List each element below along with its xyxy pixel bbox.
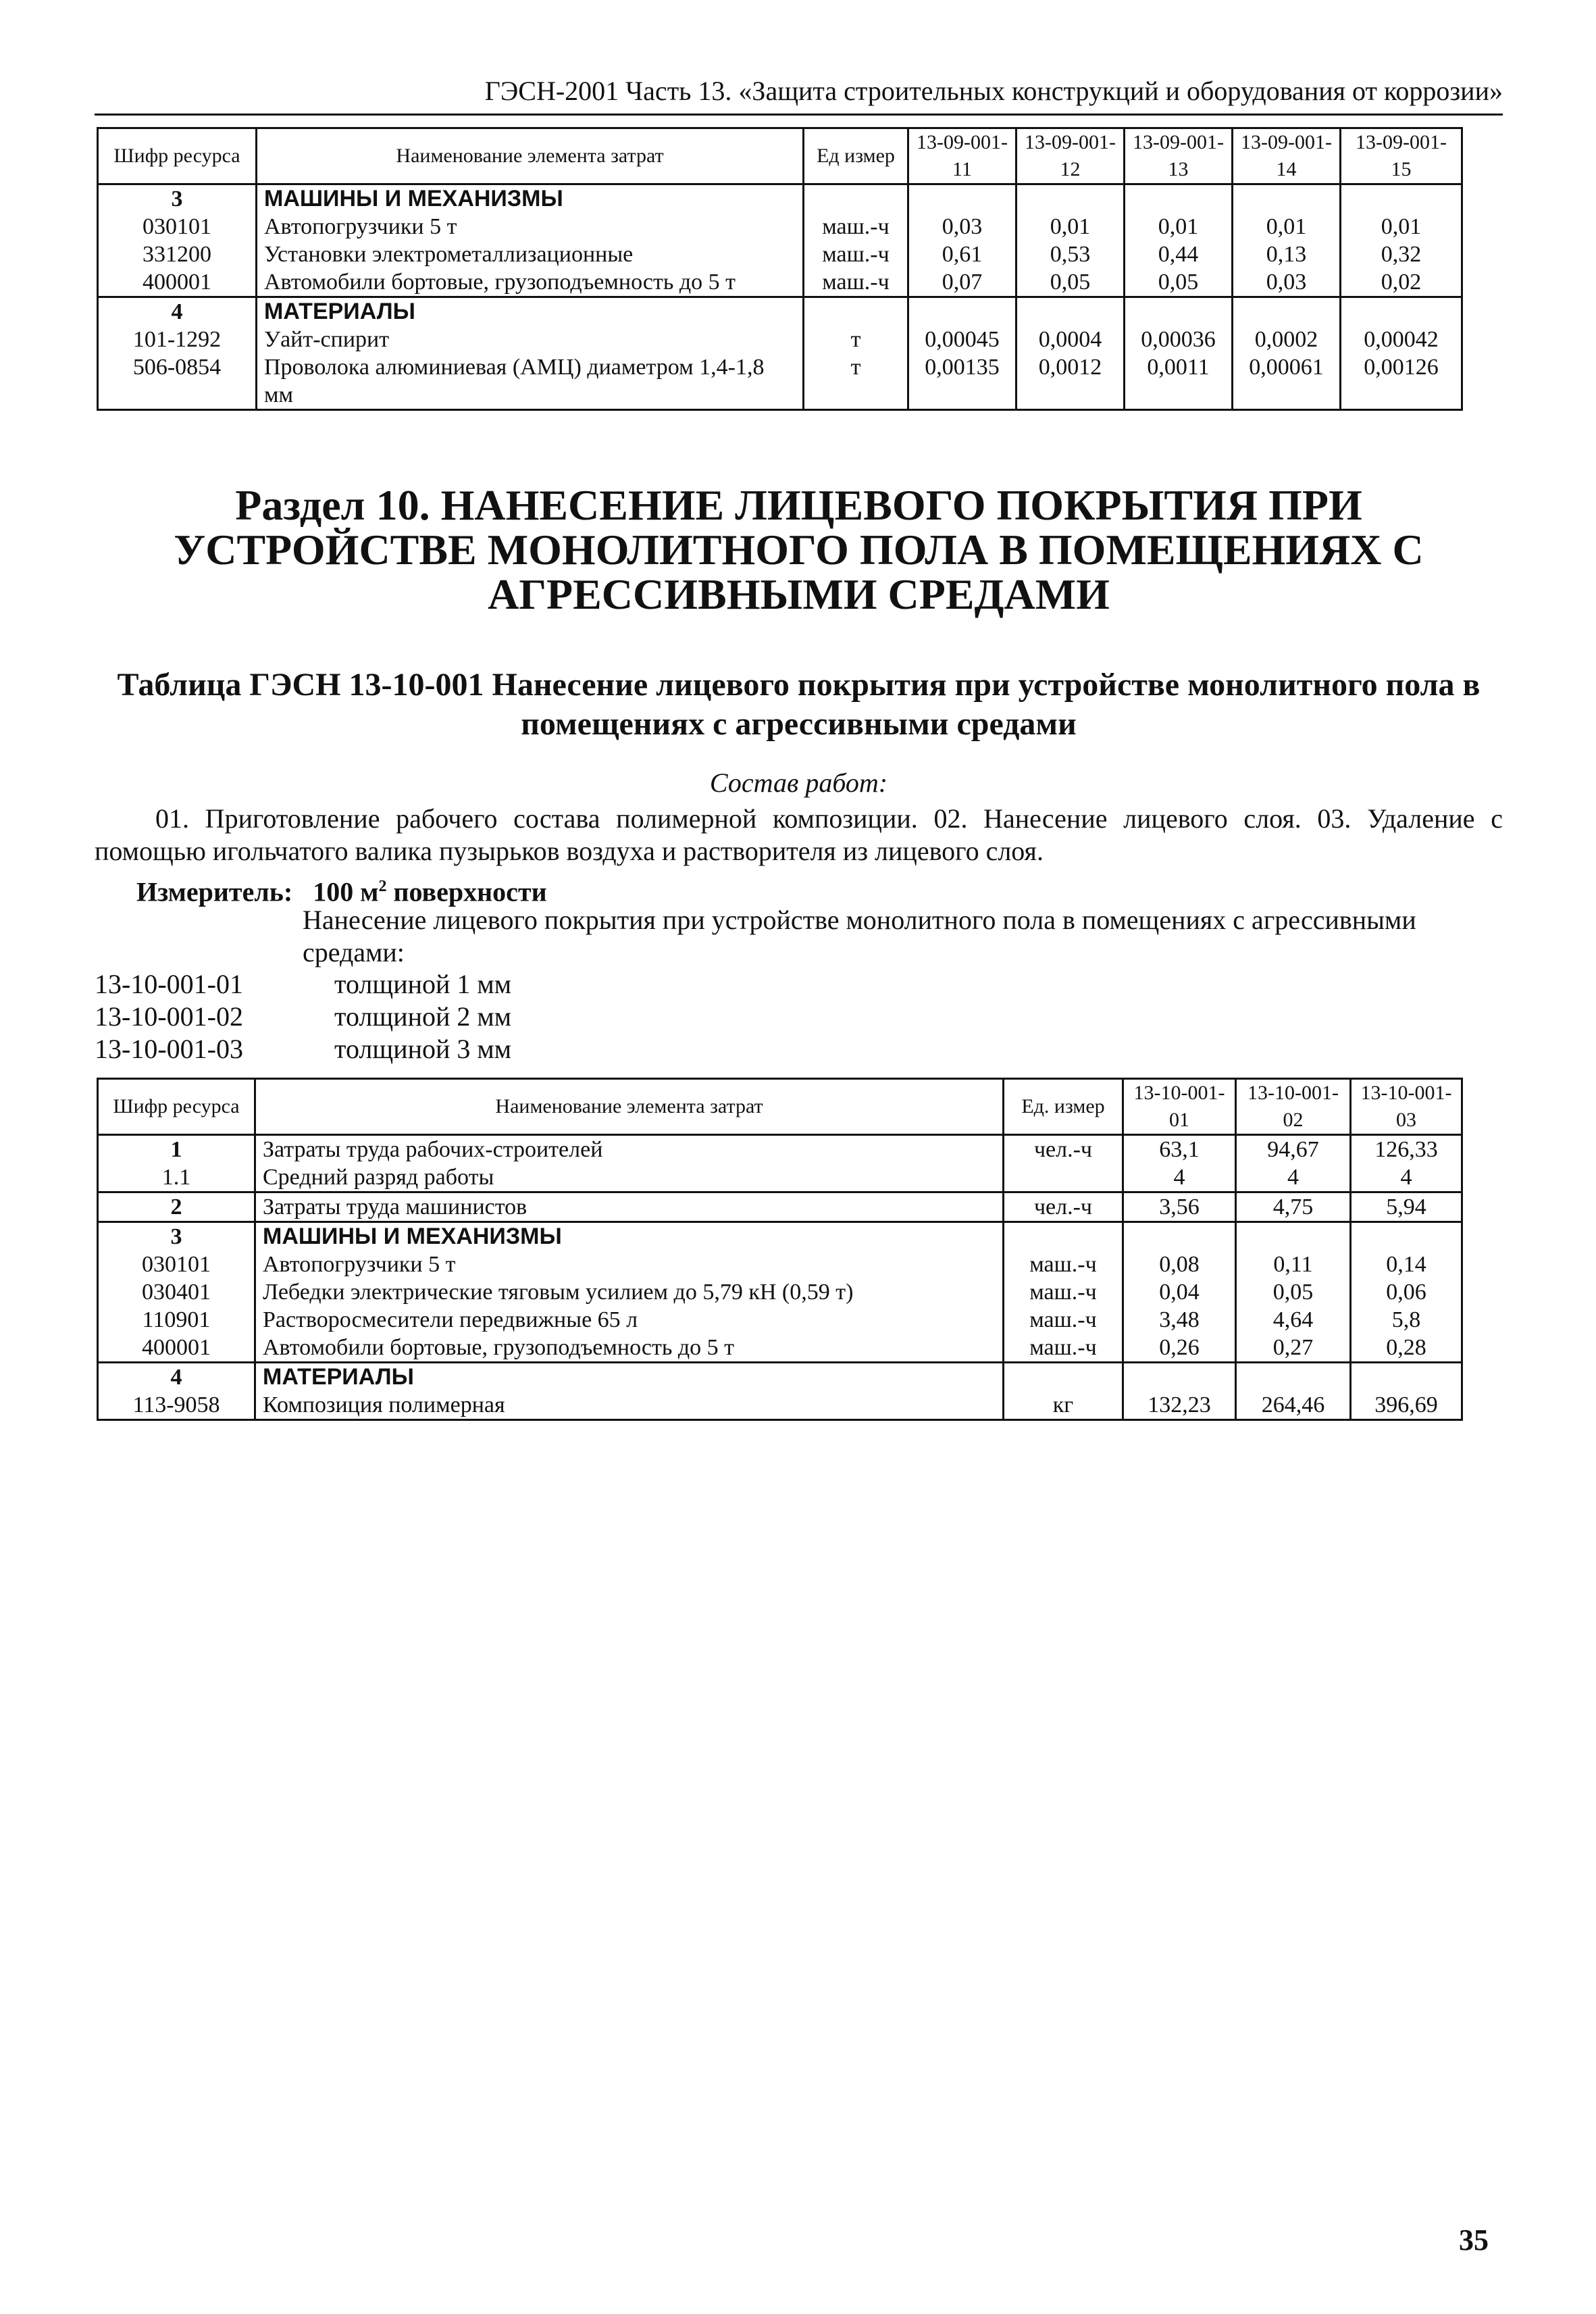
cell-code: 331200 [98,241,257,268]
variant-text: толщиной 2 мм [334,1001,512,1032]
cell-value: 0,13 [1233,241,1341,268]
cell-value: 264,46 [1236,1391,1351,1420]
cell-unit: маш.-ч [804,213,908,241]
cell-code: 030101 [98,213,257,241]
cell-name: Автопогрузчики 5 т [257,213,804,241]
cell-value [1236,1363,1351,1392]
table-row [98,241,1462,268]
measure-label: Измеритель: [136,876,293,907]
cell-name: Лебедки электрические тяговым усилием до 5,79 кН (0,59 т) [255,1278,1004,1306]
variant-code: 13-10-001-03 [95,1034,243,1064]
cell-value [1233,297,1341,326]
measure-unit-power: 2 [378,878,387,895]
cell-value: 126,33 [1351,1135,1462,1164]
table-row [98,1163,1462,1192]
cell-code: 1 [98,1135,255,1164]
col-header-name: Наименование элемента затрат [255,1079,1004,1135]
table-row [98,1251,1462,1278]
cell-value: 0,0011 [1125,353,1233,410]
cell-value: 0,00042 [1341,326,1462,353]
cell-name: МАШИНЫ И МЕХАНИЗМЫ [255,1222,1004,1251]
cell-value: 0,01 [1125,213,1233,241]
cell-value [908,297,1016,326]
cell-value: 0,0012 [1016,353,1125,410]
table-row [98,326,1462,353]
page-number: 35 [1459,2223,1489,2257]
cell-value [1125,297,1233,326]
cell-value: 0,26 [1123,1334,1236,1363]
table-row [98,353,1462,410]
cell-unit [804,297,908,326]
cell-value: 4 [1236,1163,1351,1192]
col-header-unit: Ед. измер [1004,1079,1123,1135]
cell-code: 3 [98,1222,255,1251]
cell-name: МАТЕРИАЛЫ [257,297,804,326]
col-header-code: Шифр ресурса [98,128,257,184]
cell-value: 0,01 [1233,213,1341,241]
table-header-row [98,128,1462,184]
cell-value: 4 [1123,1163,1236,1192]
cell-unit: т [804,353,908,410]
cell-value: 3,56 [1123,1192,1236,1222]
cell-name: Затраты труда машинистов [255,1192,1004,1222]
works-text: 01. Приготовление рабочего состава полимерной композиции. 02. Нанесение лицевого слоя. 03. Удаление с помощью игольчатого валика пузырьков воздуха и растворителя из лицевого слоя. [95,803,1503,866]
cell-value: 0,00036 [1125,326,1233,353]
variant-text: толщиной 1 мм [334,969,512,999]
cell-code: 506-0854 [98,353,257,410]
cell-value: 4,64 [1236,1306,1351,1334]
col-header-variant: 13-09-001-11 [908,128,1016,184]
cell-name: Проволока алюминиевая (АМЦ) диаметром 1,4-1,8 мм [257,353,804,410]
cell-unit: чел.-ч [1004,1135,1123,1164]
col-header-variant: 13-09-001-14 [1233,128,1341,184]
table-title: Таблица ГЭСН 13-10-001 Нанесение лицевого покрытия при устройстве монолитного пола в помещениях с агрессивными средами [117,667,1481,742]
cell-code: 4 [98,1363,255,1392]
measure-value: 100 м [313,876,379,907]
work-description: Нанесение лицевого покрытия при устройстве монолитного пола в помещениях с агрессивными средами: [303,905,1416,967]
cell-unit: маш.-ч [1004,1251,1123,1278]
cell-value: 0,01 [1016,213,1125,241]
works-heading: Состав работ: [709,768,888,798]
cell-value: 4 [1351,1163,1462,1192]
col-header-unit: Ед измер [804,128,908,184]
cell-value: 0,03 [908,213,1016,241]
variant-code: 13-10-001-01 [95,969,243,999]
cell-unit: маш.-ч [1004,1334,1123,1363]
cell-code: 113-9058 [98,1391,255,1420]
col-header-name: Наименование элемента затрат [257,128,804,184]
cell-value: 0,04 [1123,1278,1236,1306]
cell-value [1016,184,1125,213]
table-row [98,1306,1462,1334]
table-row [98,1278,1462,1306]
cell-unit [1004,1363,1123,1392]
cell-unit: т [804,326,908,353]
variant-code: 13-10-001-02 [95,1001,243,1032]
table-row [98,1334,1462,1363]
cell-name: Средний разряд работы [255,1163,1004,1192]
cell-name: Уайт-спирит [257,326,804,353]
cell-value: 0,01 [1341,213,1462,241]
cell-value: 0,28 [1351,1334,1462,1363]
section-title: Раздел 10. НАНЕСЕНИЕ ЛИЦЕВОГО ПОКРЫТИЯ ПРИ УСТРОЙСТВЕ МОНОЛИТНОГО ПОЛА В ПОМЕЩЕНИЯХ С АГРЕССИВНЫМИ СРЕДАМИ [174,481,1424,618]
cell-code: 400001 [98,268,257,297]
cell-value: 5,8 [1351,1306,1462,1334]
cell-value: 0,00135 [908,353,1016,410]
cell-code: 2 [98,1192,255,1222]
cell-value: 396,69 [1351,1391,1462,1420]
cell-code: 030101 [98,1251,255,1278]
cell-code: 400001 [98,1334,255,1363]
cell-value: 0,32 [1341,241,1462,268]
cell-value: 132,23 [1123,1391,1236,1420]
table-row [98,1222,1462,1251]
cell-value: 0,0004 [1016,326,1125,353]
cell-value [1123,1363,1236,1392]
table-row [98,184,1462,213]
cell-value: 94,67 [1236,1135,1351,1164]
cell-name: МАШИНЫ И МЕХАНИЗМЫ [257,184,804,213]
cell-code: 1.1 [98,1163,255,1192]
cell-value [1236,1222,1351,1251]
cell-unit: кг [1004,1391,1123,1420]
variant-line [95,1001,511,1033]
cell-unit: чел.-ч [1004,1192,1123,1222]
table-row [98,213,1462,241]
cell-code: 4 [98,297,257,326]
col-header-variant: 13-09-001-13 [1125,128,1233,184]
resource-table-13-09 [97,127,1463,411]
cell-code: 110901 [98,1306,255,1334]
col-header-variant: 13-10-001-02 [1236,1079,1351,1135]
cell-code: 3 [98,184,257,213]
col-header-variant: 13-09-001-12 [1016,128,1125,184]
cell-code: 030401 [98,1278,255,1306]
cell-value: 0,05 [1125,268,1233,297]
cell-name: Растворосмесители передвижные 65 л [255,1306,1004,1334]
cell-code: 101-1292 [98,326,257,353]
cell-value: 0,08 [1123,1251,1236,1278]
cell-value [1233,184,1341,213]
cell-unit: маш.-ч [804,268,908,297]
cell-value: 0,07 [908,268,1016,297]
col-header-variant: 13-10-001-03 [1351,1079,1462,1135]
cell-value: 3,48 [1123,1306,1236,1334]
cell-value: 0,00061 [1233,353,1341,410]
cell-value [908,184,1016,213]
cell-value [1351,1222,1462,1251]
cell-value [1016,297,1125,326]
cell-name: Автомобили бортовые, грузоподъемность до 5 т [255,1334,1004,1363]
cell-value: 0,03 [1233,268,1341,297]
cell-value: 0,05 [1016,268,1125,297]
table-row [98,1192,1462,1222]
cell-value: 0,53 [1016,241,1125,268]
cell-unit [1004,1163,1123,1192]
cell-name: Автопогрузчики 5 т [255,1251,1004,1278]
cell-value: 0,0002 [1233,326,1341,353]
cell-value [1125,184,1233,213]
col-header-code: Шифр ресурса [98,1079,255,1135]
cell-value: 0,11 [1236,1251,1351,1278]
table-row [98,297,1462,326]
cell-unit: маш.-ч [804,241,908,268]
cell-value: 0,00045 [908,326,1016,353]
cell-value: 5,94 [1351,1192,1462,1222]
cell-name: Затраты труда рабочих-строителей [255,1135,1004,1164]
col-header-variant: 13-09-001-15 [1341,128,1462,184]
cell-value: 0,61 [908,241,1016,268]
cell-value [1123,1222,1236,1251]
cell-value [1351,1363,1462,1392]
cell-unit [1004,1222,1123,1251]
cell-value: 0,00126 [1341,353,1462,410]
table-row [98,1363,1462,1392]
running-header: ГЭСН-2001 Часть 13. «Защита строительных конструкций и оборудования от коррозии» [95,74,1503,116]
cell-value [1341,297,1462,326]
cell-value: 0,06 [1351,1278,1462,1306]
resource-table-13-10 [97,1078,1463,1421]
cell-value: 0,05 [1236,1278,1351,1306]
table-row [98,1135,1462,1164]
cell-name: Автомобили бортовые, грузоподъемность до 5 т [257,268,804,297]
measure-suffix: поверхности [393,876,547,907]
cell-unit: маш.-ч [1004,1278,1123,1306]
table-header-row [98,1079,1462,1135]
cell-name: Установки электрометаллизационные [257,241,804,268]
cell-value: 0,02 [1341,268,1462,297]
cell-value: 0,27 [1236,1334,1351,1363]
cell-name: МАТЕРИАЛЫ [255,1363,1004,1392]
cell-value: 0,14 [1351,1251,1462,1278]
col-header-variant: 13-10-001-01 [1123,1079,1236,1135]
variant-line [95,1033,511,1065]
table-row [98,268,1462,297]
cell-value: 0,44 [1125,241,1233,268]
cell-value: 63,1 [1123,1135,1236,1164]
measure-line [136,870,547,908]
cell-value [1341,184,1462,213]
cell-value: 4,75 [1236,1192,1351,1222]
variant-line [95,968,511,1001]
cell-unit [804,184,908,213]
cell-unit: маш.-ч [1004,1306,1123,1334]
cell-name: Композиция полимерная [255,1391,1004,1420]
variant-text: толщиной 3 мм [334,1034,512,1064]
table-row [98,1391,1462,1420]
